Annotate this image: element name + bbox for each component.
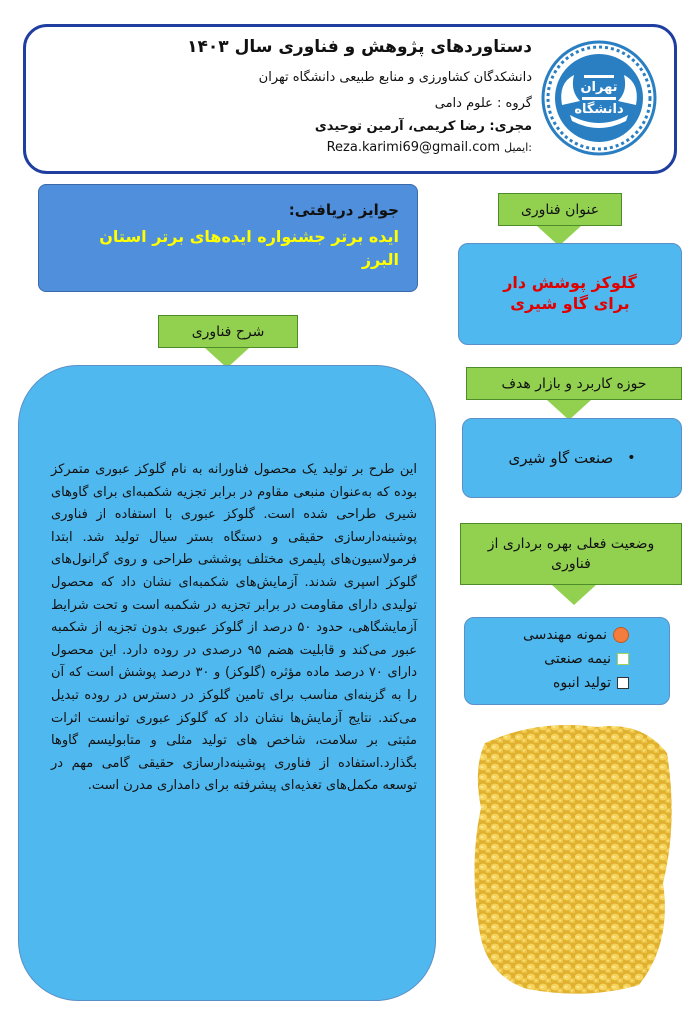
email-address: Reza.karimi69@gmail.com xyxy=(326,140,500,155)
group-name: گروه : علوم دامی xyxy=(434,96,532,111)
status-item-engineering-sample xyxy=(465,623,669,647)
university-logo-icon xyxy=(540,39,658,157)
down-arrow-icon xyxy=(547,400,591,420)
application-box xyxy=(462,418,682,498)
logo-text-top: تهران xyxy=(580,80,618,95)
status-item-label: نیمه صنعتی xyxy=(544,651,611,667)
status-item-label: نمونه مهندسی xyxy=(523,627,607,643)
description-label: شرح فناوری xyxy=(158,315,298,348)
selected-marker-icon xyxy=(613,627,629,643)
description-text: این طرح بر تولید یک محصول فناورانه به نام گلوکز عبوری متمرکز بوده که به‌عنوان منبعی مقاوم در برابر تجزیه شکمبه‌ای برای گاوهای شیری طراحی شده است. گلوکز عبوری با استفاده از فناوری پوشینه‌دارسازی حقیقی و دستگاه بستر سیال تولید شد. ابتدا فرمولاسیون‌های پلیمری مختلف پوششی طراحی و روی گرانول‌های گلوکز اسپری شدند. آزمایش‌های شکمبه‌ای نشان داد که محصول تولیدی دارای مقاومت در برابر تجزیه در شکمبه است و تحت شرایط آزمایشگاهی، حدود ۵۰ درصد از گلوکز عبوری بدون تجزیه از شکمبه عبور می‌کند و قابلیت هضم ۹۵ درصدی در روده دارد. این محصول دارای ۷۰ درصد ماده مؤثره (گلوکز) و ۳۰ درصد پوشش است که آن را به گزینه‌ای مناسب برای تامین گلوکز در دسترس در روده تبدیل می‌کند. نتایج آزمایش‌ها نشان داد که گلوکز عبوری توانست اثرات مثبتی بر سلامت، شاخص های تولید مثلی و متابولیسم گاوها بگذارد.استفاده از فناوری پوشینه‌دارسازی حقیقی گامی مهم در توسعه مکمل‌های تغذیه‌ای پیشرفته برای دامداری مدرن است. xyxy=(51,462,418,794)
poster-title: دستاوردهای پژوهش و فناوری سال ۱۴۰۳ xyxy=(187,37,532,57)
checkbox-icon xyxy=(617,677,629,689)
checkbox-icon xyxy=(617,653,629,665)
bullet-icon: • xyxy=(627,450,636,466)
status-label: وضعیت فعلی بهره برداری از فناوری xyxy=(460,523,682,585)
awards-text: ایده برتر جشنواره ایده‌های برتر استان البرز xyxy=(99,227,399,270)
status-item-semi-industrial xyxy=(465,647,669,671)
awards-box xyxy=(38,184,418,292)
authors: مجری: رضا کریمی، آرمین توحیدی xyxy=(314,119,532,134)
faculty-name: دانشکدگان کشاورزی و منابع طبیعی دانشگاه تهران xyxy=(258,70,532,85)
down-arrow-icon xyxy=(552,585,596,605)
status-item-mass-production xyxy=(465,671,669,695)
technology-title-value: گلوکز پوشش دار برای گاو شیری xyxy=(503,273,637,313)
awards-heading: جوایز دریافتی: xyxy=(288,201,399,219)
product-photo xyxy=(467,713,678,1000)
description-box xyxy=(18,365,436,1001)
status-item-label: تولید انبوه xyxy=(553,675,611,691)
status-list xyxy=(464,617,670,705)
application-label: حوزه کاربرد و بازار هدف xyxy=(466,367,682,400)
application-value: صنعت گاو شیری xyxy=(508,449,614,467)
technology-title-box xyxy=(458,243,682,345)
logo-text-bottom: دانشگاه xyxy=(574,102,624,117)
email-label: ایمیل: xyxy=(504,141,532,154)
email-row xyxy=(327,140,532,155)
technology-title-label: عنوان فناوری xyxy=(498,193,622,226)
